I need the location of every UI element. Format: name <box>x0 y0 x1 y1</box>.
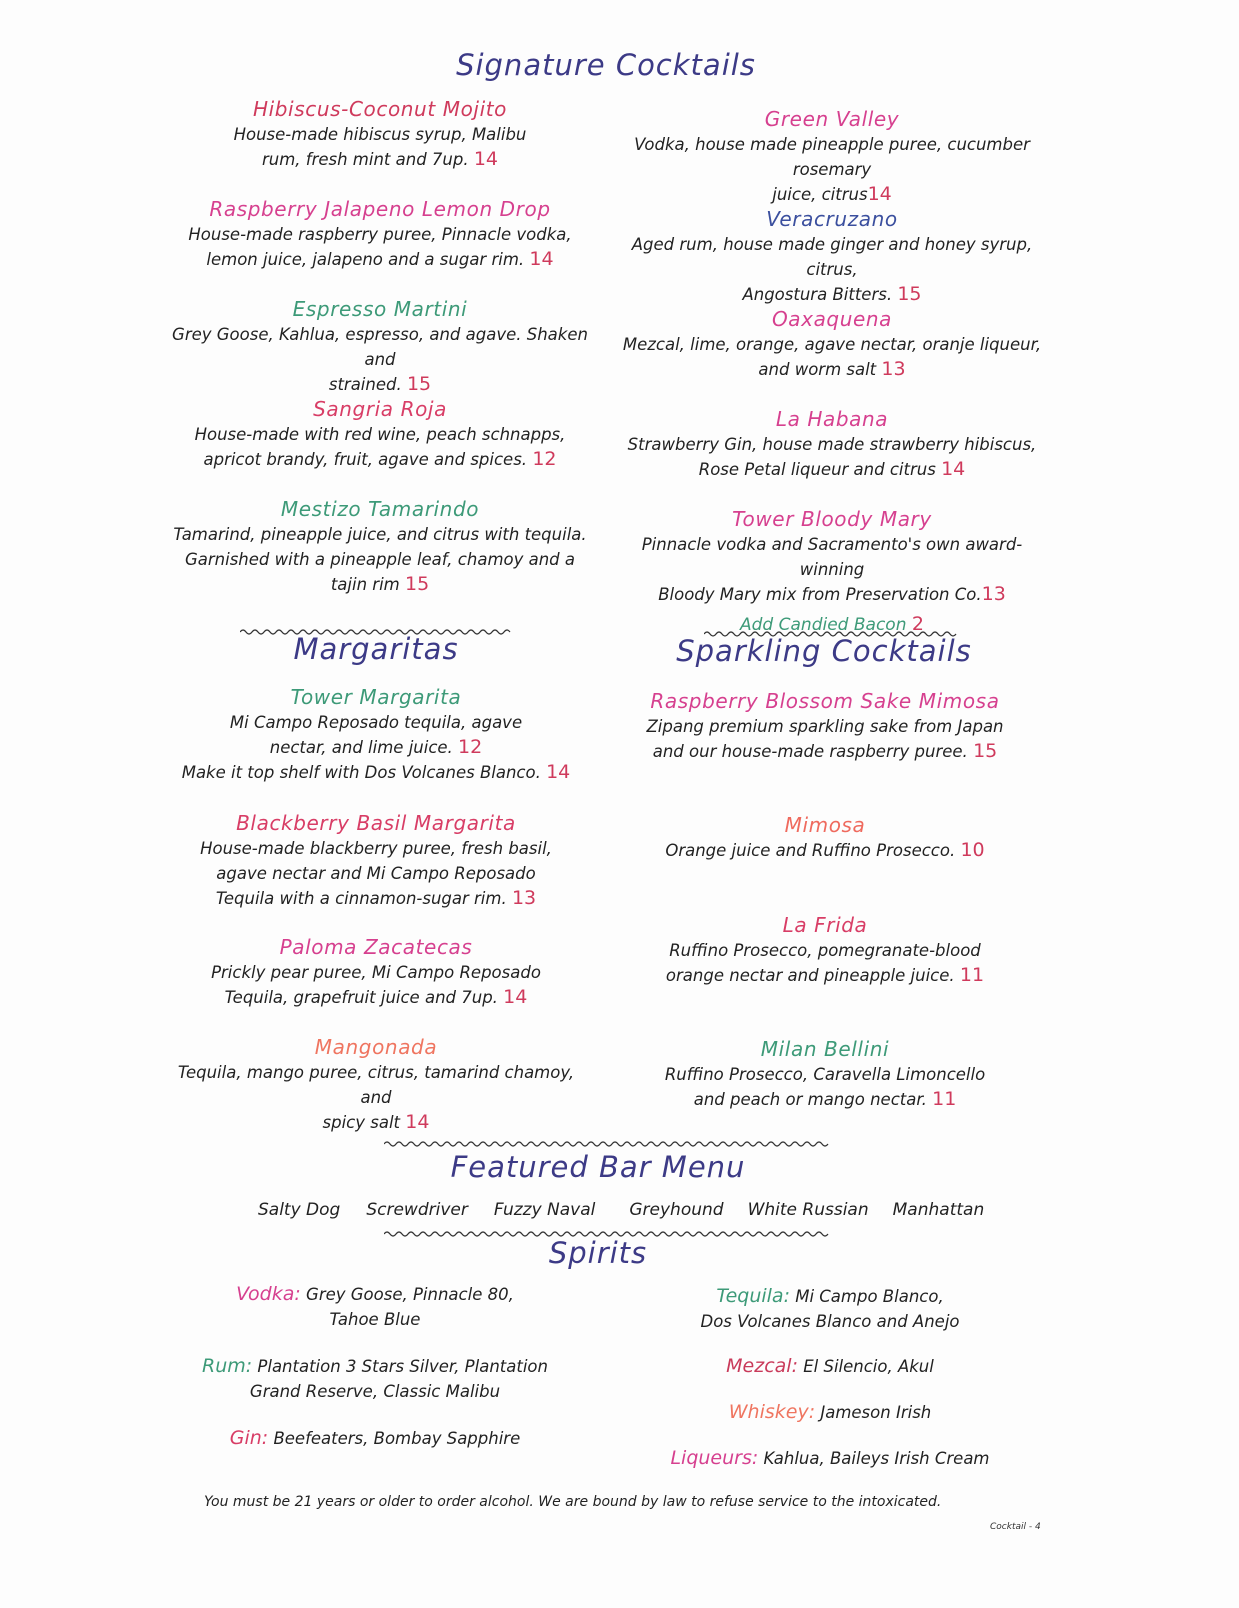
sparkling-column <box>630 688 1020 1112</box>
item-desc: Grey Goose, Kahlua, espresso, and agave. Shaken and strained. 15 <box>172 325 588 395</box>
item-price: 14 <box>503 986 528 1008</box>
addon-price: 2 <box>911 613 924 635</box>
menu-item <box>166 934 586 1034</box>
menu-item <box>612 406 1052 506</box>
item-price: 12 <box>458 736 483 758</box>
spirit-label: Rum: <box>202 1355 253 1377</box>
item-desc: House-made blackberry puree, fresh basil, agave nectar and Mi Campo Reposado Tequila with a cinnamon-sugar rim. 13 <box>200 839 552 909</box>
item-desc: House-made with red wine, peach schnapps, apricot brandy, fruit, agave and spices. 12 <box>194 425 566 470</box>
item-name: Hibiscus-Coconut Mojito <box>252 97 508 121</box>
spirit-label: Mezcal: <box>726 1355 798 1377</box>
menu-item <box>160 196 600 296</box>
item-desc: House-made hibiscus syrup, Malibu rum, fresh mint and 7up. 14 <box>233 125 527 170</box>
item-name: Veracruzano <box>766 207 898 231</box>
section-title-featured-bar-menu: Featured Bar Menu <box>450 1150 746 1184</box>
item-price: 14 <box>941 458 966 480</box>
spirit-entry: Gin: Beefeaters, Bombay Sapphire <box>229 1427 521 1449</box>
menu-item <box>612 506 1052 635</box>
item-name: Mangonada <box>314 1035 438 1059</box>
menu-item <box>160 396 600 496</box>
item-name: La Habana <box>775 407 889 431</box>
menu-item <box>160 296 600 396</box>
item-price: 11 <box>932 1088 957 1110</box>
item-name: Oaxaquena <box>771 307 893 331</box>
item-price: 15 <box>406 373 432 395</box>
item-desc: Strawberry Gin, house made strawberry hibiscus, Rose Petal liqueur and citrus 14 <box>627 435 1037 480</box>
item-price: 14 <box>405 1111 430 1133</box>
item-price: 15 <box>897 283 922 305</box>
item-price: 14 <box>473 148 499 170</box>
bar-item: Screwdriver <box>366 1200 468 1220</box>
item-price: 12 <box>532 448 557 470</box>
section-title-sparkling-cocktails: Sparkling Cocktails <box>676 634 972 668</box>
spirit-label: Vodka: <box>236 1283 301 1305</box>
item-desc: Tequila, mango puree, citrus, tamarind chamoy, and spicy salt 14 <box>177 1063 575 1133</box>
section-title-spirits: Spirits <box>548 1236 648 1270</box>
item-price: 14 <box>529 248 554 270</box>
item-price: 13 <box>981 583 1006 605</box>
item-desc: Mezcal, lime, orange, agave nectar, oranje liqueur, and worm salt 13 <box>622 335 1042 380</box>
spirits-left-column <box>170 1282 580 1451</box>
menu-item <box>612 206 1052 306</box>
item-desc: Zipang premium sparkling sake from Japan and our house-made raspberry puree. 15 <box>646 717 1004 762</box>
section-title-signature-cocktails: Signature Cocktails <box>456 48 756 82</box>
item-price: 15 <box>973 740 998 762</box>
section-title-margaritas: Margaritas <box>293 632 459 666</box>
margaritas-column <box>166 684 586 1135</box>
item-name: Raspberry Jalapeno Lemon Drop <box>209 197 551 221</box>
wavy-divider <box>384 1140 832 1148</box>
item-price: 13 <box>511 887 537 909</box>
spirits-right-column <box>640 1284 1020 1471</box>
spirit-label: Liqueurs: <box>670 1447 759 1469</box>
menu-item <box>612 106 1052 206</box>
item-name: Green Valley <box>764 107 900 131</box>
menu-item <box>166 810 586 934</box>
bar-item: Salty Dog <box>258 1200 341 1220</box>
item-price: 10 <box>960 839 985 861</box>
spirit-label: Tequila: <box>716 1285 790 1307</box>
spirit-entry: Tequila: Mi Campo Blanco, Dos Volcanes Blanco and Anejo <box>700 1285 960 1331</box>
spirit-label: Gin: <box>229 1427 269 1449</box>
item-name: Milan Bellini <box>760 1037 890 1061</box>
page-label: Cocktail - 4 <box>990 1522 1041 1532</box>
item-name: Raspberry Blossom Sake Mimosa <box>650 689 1000 713</box>
bar-item: Fuzzy Naval <box>493 1200 596 1220</box>
item-desc: Vodka, house made pineapple puree, cucumber rosemary juice, citrus14 <box>634 135 1030 205</box>
menu-item <box>166 684 586 810</box>
item-name: Tower Bloody Mary <box>732 507 932 531</box>
featured-bar-list <box>258 1200 984 1220</box>
item-name: Sangria Roja <box>313 397 447 421</box>
item-name: Paloma Zacatecas <box>279 935 473 959</box>
bar-item: Greyhound <box>629 1200 724 1220</box>
addon-line: Add Candied Bacon 2 <box>740 613 924 635</box>
spirit-entry: Rum: Plantation 3 Stars Silver, Plantation Grand Reserve, Classic Malibu <box>202 1355 548 1401</box>
item-name: Mestizo Tamarindo <box>280 497 480 521</box>
item-desc: Mi Campo Reposado tequila, agave nectar, and lime juice. 12 Make it top shelf with Dos Volcanes Blanco. 14 <box>181 713 571 783</box>
spirit-entry: Liqueurs: Kahlua, Baileys Irish Cream <box>670 1447 990 1469</box>
menu-item <box>160 496 600 597</box>
item-desc: Prickly pear puree, Mi Campo Reposado Tequila, grapefruit juice and 7up. 14 <box>211 963 541 1008</box>
item-desc: Tamarind, pineapple juice, and citrus with tequila. Garnished with a pineapple leaf, chamoy and a tajin rim 15 <box>173 525 587 595</box>
spirit-entry: Mezcal: El Silencio, Akul <box>726 1355 934 1377</box>
signature-right-column <box>612 106 1052 635</box>
item-price: 11 <box>959 964 985 986</box>
signature-left-column <box>160 96 600 597</box>
item-desc: Pinnacle vodka and Sacramento's own award-winning Bloody Mary mix from Preservation Co.13 <box>641 535 1023 605</box>
legal-notice: You must be 21 years or older to order alcohol. We are bound by law to refuse service to the intoxicated. <box>204 1494 942 1510</box>
menu-item <box>166 1034 586 1135</box>
item-desc: Aged rum, house made ginger and honey syrup, citrus, Angostura Bitters. 15 <box>631 235 1033 305</box>
menu-item <box>630 688 1020 812</box>
item-desc: Ruffino Prosecco, pomegranate-blood orange nectar and pineapple juice. 11 <box>665 941 985 986</box>
menu-item <box>160 96 600 196</box>
item-desc: Ruffino Prosecco, Caravella Limoncello and peach or mango nectar. 11 <box>664 1065 986 1110</box>
item-name: Espresso Martini <box>292 297 468 321</box>
item-desc: Orange juice and Ruffino Prosecco. 10 <box>665 839 985 861</box>
item-price: 15 <box>404 573 430 595</box>
spirit-label: Whiskey: <box>728 1401 816 1423</box>
item-price: 13 <box>881 358 906 380</box>
bar-item: Manhattan <box>892 1200 985 1220</box>
bar-item: White Russian <box>747 1200 869 1220</box>
menu-item <box>612 306 1052 406</box>
item-name: Tower Margarita <box>290 685 462 709</box>
menu-item <box>630 812 1020 912</box>
spirit-entry: Whiskey: Jameson Irish <box>728 1401 932 1423</box>
item-price: 14 <box>867 183 892 205</box>
item-desc: House-made raspberry puree, Pinnacle vodka, lemon juice, jalapeno and a sugar rim. 14 <box>188 225 572 270</box>
item-name: Blackberry Basil Margarita <box>236 811 516 835</box>
spirit-entry: Vodka: Grey Goose, Pinnacle 80, Tahoe Blue <box>236 1283 514 1329</box>
item-name: La Frida <box>782 913 868 937</box>
item-name: Mimosa <box>784 813 866 837</box>
menu-item <box>630 912 1020 1036</box>
item-price: 14 <box>546 761 571 783</box>
menu-item <box>630 1036 1020 1112</box>
